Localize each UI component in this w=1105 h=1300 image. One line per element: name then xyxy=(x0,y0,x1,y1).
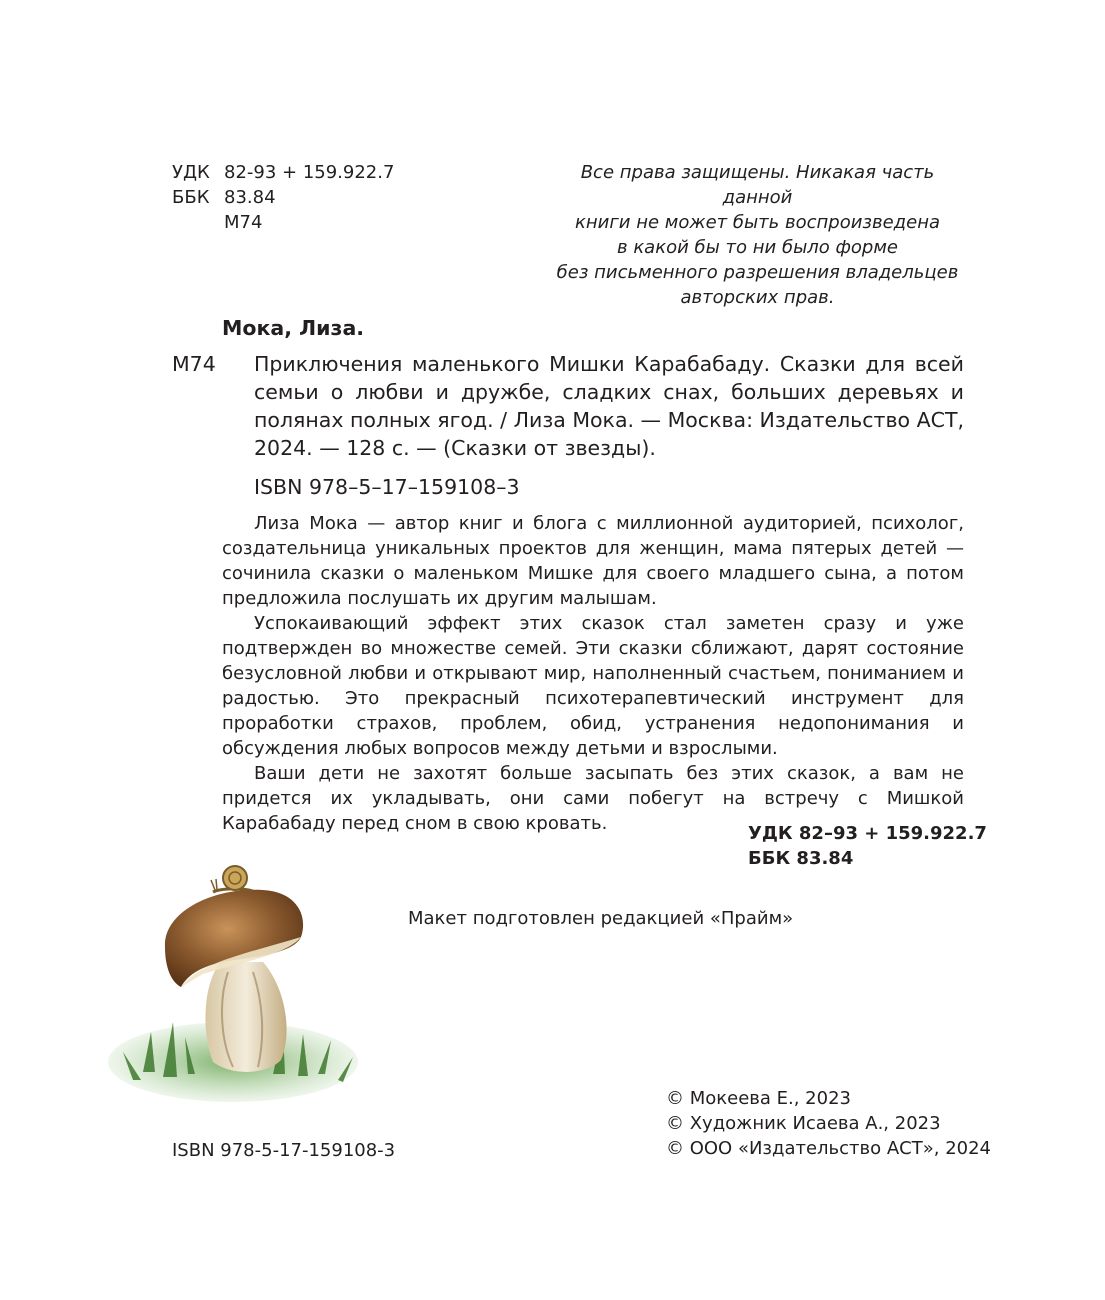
bibliographic-description xyxy=(172,350,964,462)
author-sign-value: М74 xyxy=(224,212,263,233)
udk-right: УДК 82–93 + 159.922.7 xyxy=(748,823,987,844)
copyright-block xyxy=(666,1086,991,1161)
isbn-bottom: ISBN 978-5-17-159108-3 xyxy=(172,1140,396,1161)
annotation-paragraph: Ваши дети не захотят больше засыпать без этих сказок, а вам не придется их укладывать, они сами побегут на встречу с Мишкой Карабабаду перед сном в свою кровать. xyxy=(222,763,964,834)
classification-row xyxy=(172,210,394,235)
mushroom-illustration xyxy=(103,862,365,1124)
rights-line: книги не может быть воспроизведена xyxy=(575,212,940,233)
biblio-code: М74 xyxy=(172,352,216,376)
author-heading: Мока, Лиза. xyxy=(222,316,365,340)
layout-note: Макет подготовлен редакцией «Прайм» xyxy=(408,908,794,929)
bbk-right: ББК 83.84 xyxy=(748,848,854,869)
rights-notice xyxy=(555,160,960,310)
bbk-value: 83.84 xyxy=(224,187,276,208)
isbn-line: ISBN 978–5–17–159108–3 xyxy=(254,475,520,499)
udk-label: УДК xyxy=(172,162,210,183)
rights-line: без письменного разрешения владельцев xyxy=(556,262,959,283)
bbk-label: ББК xyxy=(172,187,210,208)
rights-line: Все права защищены. Никакая часть данной xyxy=(580,162,935,208)
rights-line: авторских прав. xyxy=(680,287,835,308)
author-sign-label xyxy=(172,210,224,235)
mushroom-icon xyxy=(103,862,365,1124)
rights-line: в какой бы то ни было форме xyxy=(616,237,898,258)
copyright-line: © Художник Исаева А., 2023 xyxy=(666,1113,941,1134)
snail-icon xyxy=(211,866,253,892)
udk-value: 82-93 + 159.922.7 xyxy=(224,162,395,183)
annotation-paragraph: Лиза Мока — автор книг и блога с миллионной аудиторией, психолог, создательница уникальных проектов для женщин, мама пятерых детей — сочинила сказки о маленьком Мишке для своего младшего сына, а потом предложила послушать их другим малышам. xyxy=(222,513,964,609)
classification-right xyxy=(748,821,987,871)
biblio-text: Приключения маленького Мишки Карабабаду. Сказки для всей семьи о любви и дружбе, сладких снах, больших деревьях и полянах полных ягод. / Лиза Мока. — Москва: Издательство АСТ, 2024. — 128 с. — (Сказки от звезды). xyxy=(254,352,964,460)
annotation-paragraph: Успокаивающий эффект этих сказок стал заметен сразу и уже подтвержден во множестве семей. Эти сказки сближают, дарят состояние безусловной любви и открывают мир, наполненный счастьем, пониманием и радостью. Это прекрасный психотерапевтический инструмент для проработки страхов, проблем, обид, устранения недопонимания и обсуждения любых вопросов между детьми и взрослыми. xyxy=(222,613,964,759)
classification-row xyxy=(172,160,394,185)
copyright-line: © Мокеева Е., 2023 xyxy=(666,1088,851,1109)
classification-block xyxy=(172,160,394,235)
annotation xyxy=(222,511,964,836)
classification-row xyxy=(172,185,394,210)
copyright-line: © ООО «Издательство АСТ», 2024 xyxy=(666,1138,992,1159)
